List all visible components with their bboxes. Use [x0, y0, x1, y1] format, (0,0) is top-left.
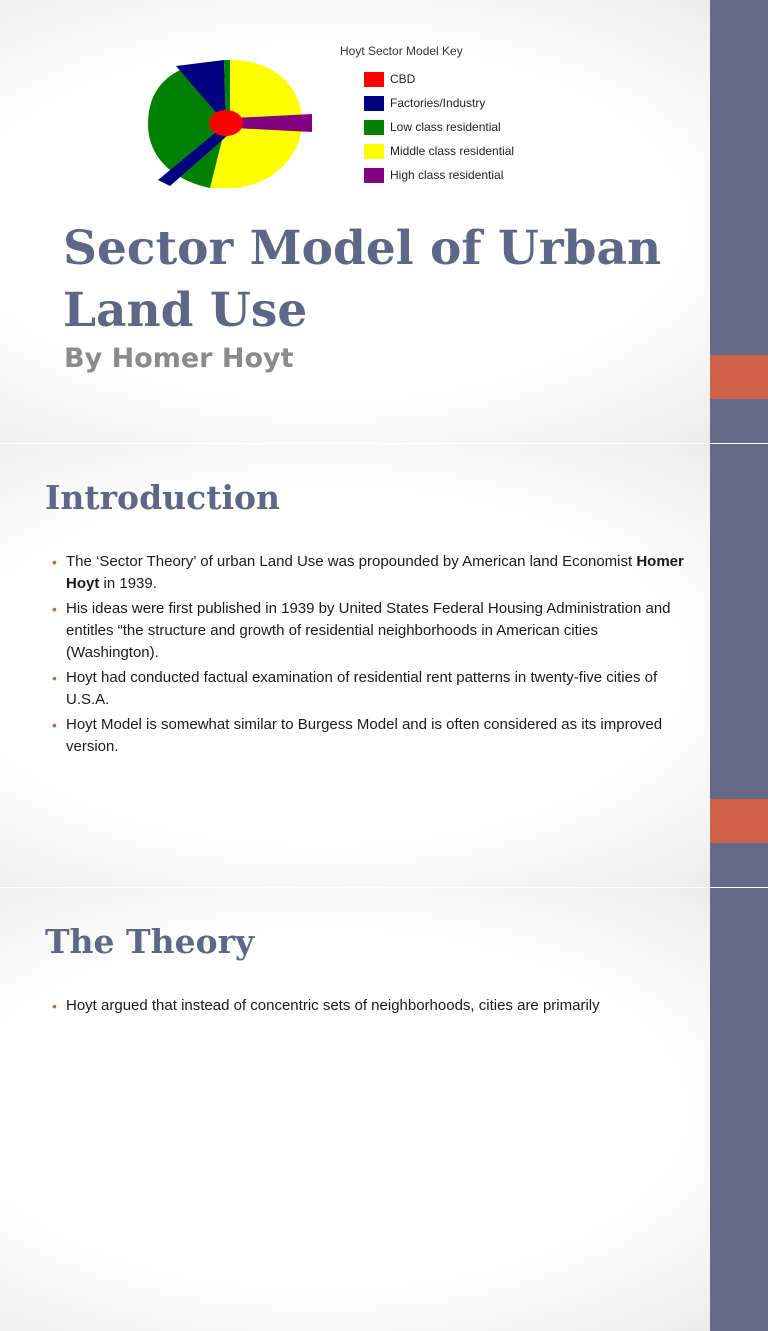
slide-introduction: [0, 444, 768, 887]
bullet-item: • Hoyt argued that instead of concentric sets of neighborhoods, cities are primarily: [52, 995, 692, 1017]
swatch-green: [364, 120, 384, 135]
swatch-red: [364, 72, 384, 87]
key-item-middle-class: [364, 142, 514, 160]
slide-sidebar: [710, 888, 768, 1331]
key-item-cbd: [364, 70, 415, 88]
bullet-item: • Hoyt Model is somewhat similar to Burgess Model and is often considered as its improved version.: [52, 714, 692, 758]
key-label: Middle class residential: [390, 144, 515, 158]
theory-heading: The Theory: [45, 922, 255, 961]
bullet-item: • The ‘Sector Theory’ of urban Land Use was propounded by American land Economist Homer Hoyt in 1939.: [52, 551, 692, 595]
slide-sidebar: [710, 0, 768, 443]
bullet-item: • His ideas were first published in 1939 by United States Federal Housing Administration and entitles “the structure and growth of residential neighborhoods in American cities (Washington).: [52, 598, 692, 664]
slide-title-text: Sector Model of Urban Land Use: [63, 221, 662, 338]
sidebar-accent: [710, 355, 768, 399]
slide-title: [0, 0, 768, 443]
key-label: CBD: [390, 72, 416, 86]
key-title: Hoyt Sector Model Key: [340, 44, 463, 58]
sidebar-accent: [710, 799, 768, 843]
swatch-purple: [364, 168, 384, 183]
cbd-center: [209, 110, 243, 136]
key-item-factories: [364, 94, 485, 112]
theory-bullets: [52, 995, 692, 1020]
introduction-heading: Introduction: [45, 478, 281, 517]
key-label: Factories/Industry: [390, 96, 486, 110]
key-label: Low class residential: [390, 120, 501, 134]
sector-model-diagram: [140, 52, 320, 197]
introduction-bullets: [52, 551, 692, 761]
slide-sidebar: [710, 444, 768, 887]
swatch-navy: [364, 96, 384, 111]
key-item-high-class: [364, 166, 503, 184]
slide-theory: [0, 888, 768, 1331]
slide-subtitle: By Homer Hoyt: [64, 343, 294, 374]
key-label: High class residential: [390, 168, 504, 182]
swatch-yellow: [364, 144, 384, 159]
key-item-low-class: [364, 118, 501, 136]
bullet-item: • Hoyt had conducted factual examination of residential rent patterns in twenty-five cities of U.S.A.: [52, 667, 692, 711]
